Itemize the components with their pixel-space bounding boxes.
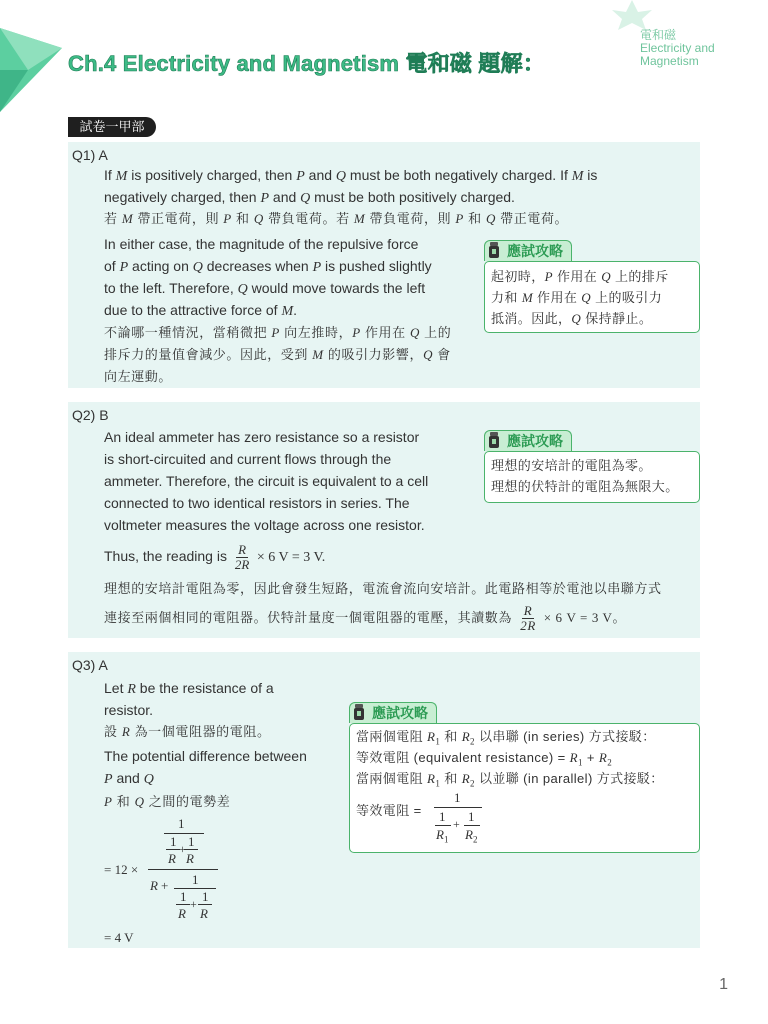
q1-heading: Q1) A	[72, 147, 108, 163]
q1-line-6: due to the attractive force of M.	[104, 302, 297, 319]
q3-tip-line-1: 當兩個電阻 $R_1$ 和 $R_2$ 以串聯 (in series) 方式接駁：	[356, 729, 656, 747]
eq-one: 1	[439, 809, 446, 824]
page-number: 1	[719, 976, 728, 993]
eq-r: R	[186, 851, 194, 866]
q1-zh-line-1: 若 M 帶正電荷，則 P 和 Q 帶負電荷。若 M 帶負電荷，則 P 和 Q 帶正電荷。	[104, 211, 569, 226]
eq-one: 1	[180, 889, 187, 904]
q2-zh-line-1: 理想的安培計電阻為零，因此會發生短路，電流會流向安培計。此電路相等於電池以串聯方式	[104, 581, 662, 596]
q3-tip-label: 應試攻略	[349, 702, 437, 723]
eq-one: 1	[454, 790, 461, 805]
eq-main-bar	[434, 807, 482, 808]
q2-line-3: ammeter. Therefore, the circuit is equivalent to a cell	[104, 473, 429, 489]
eq-r: R	[150, 878, 158, 893]
eq-r: R	[200, 906, 208, 921]
q3-line-3: The potential difference between	[104, 748, 307, 764]
q3-line-2: resistor.	[104, 702, 154, 718]
eq-plus: +	[453, 817, 460, 831]
q2-tip-line-2: 理想的伏特計的電阻為無限大。	[491, 479, 679, 494]
q2-line-2: is short-circuited and current flows through the	[104, 451, 392, 467]
eq-one: 1	[170, 834, 177, 849]
q3-line-4: P and Q	[104, 770, 154, 787]
exam-tip-icon	[487, 242, 501, 259]
q1-line-4: of P acting on Q decreases when P is pushed slightly	[104, 258, 432, 275]
eq-plus: +	[161, 878, 169, 893]
page-title: Ch.4 Electricity and Magnetism 電和磁 題解：	[68, 51, 546, 76]
eq-plus: +	[179, 842, 186, 856]
eq-one: 1	[178, 816, 185, 831]
q1-tip-box	[484, 261, 700, 333]
q3-tip-box	[349, 723, 700, 853]
q1-line-1: If M is positively charged, then P and Q must be both negatively charged. If M is	[104, 167, 598, 184]
eq-bar	[464, 825, 480, 826]
q2-tip-line-1: 理想的安培計的電阻為零。	[491, 458, 652, 473]
eq-bar	[198, 904, 212, 905]
section-badge: 試卷一甲部	[68, 117, 156, 137]
fraction: $\frac{R}{2R}$	[234, 541, 250, 572]
exam-tip-icon	[487, 432, 501, 449]
eq-bar	[184, 849, 198, 850]
q3-result: = 4 V	[104, 930, 134, 945]
q2-line-1: An ideal ammeter has zero resistance so a resistor	[104, 429, 420, 445]
q1-zh-line-4: 向左運動。	[104, 369, 173, 384]
eq-one: 1	[202, 889, 209, 904]
corner-decoration	[0, 0, 70, 115]
q2-line-5: voltmeter measures the voltage across one resistor.	[104, 517, 425, 533]
corner-title-en-1: Electricity and	[640, 41, 715, 55]
q1-line-5: to the left. Therefore, Q would move towards the left	[104, 280, 426, 297]
q3-zh-line-1: 設 R 為一個電阻器的電阻。	[104, 724, 271, 739]
q3-heading: Q3) A	[72, 657, 108, 673]
eq-r1: $R_1$	[436, 827, 449, 845]
star-decoration	[602, 0, 662, 30]
q2-reading-equation: Thus, the reading is $\frac{R}{2R}$ × 6 V = 3 V.	[104, 541, 326, 572]
eq-bar	[435, 825, 451, 826]
q1-tip-label: 應試攻略	[484, 240, 572, 261]
exam-tip-icon	[352, 704, 366, 721]
q2-line-4: connected to two identical resistors in series. The	[104, 495, 410, 511]
q3-tip-parallel-fraction	[434, 790, 484, 846]
q1-tip-line-3: 抵消。因此，Q 保持靜止。	[491, 311, 653, 326]
q3-zh-line-2: P 和 Q 之間的電勢差	[104, 794, 231, 809]
eq-one: 1	[468, 809, 475, 824]
eq-plus: +	[190, 897, 197, 911]
q2-heading: Q2) B	[72, 407, 109, 423]
q3-tip-line-2: 等效電阻 (equivalent resistance) = $R_1 + R_2$	[356, 750, 613, 768]
eq-main-bar	[148, 869, 218, 870]
eq-bar	[176, 904, 190, 905]
q1-tip-line-2: 力和 M 作用在 Q 上的吸引力	[491, 290, 663, 305]
q3-equation-prefix: = 12 ×	[104, 862, 139, 877]
q1-zh-line-3: 排斥力的量值會減少。因此，受到 M 的吸引力影響，Q 會	[104, 347, 451, 362]
q3-tip-line-3: 當兩個電阻 $R_1$ 和 $R_2$ 以並聯 (in parallel) 方式接駁：	[356, 771, 664, 789]
q3-tip-line-4: 等效電阻 =	[356, 803, 422, 818]
corner-title-zh: 電和磁	[640, 28, 677, 42]
q1-zh-line-2: 不論哪一種情況，當稍微把 P 向左推時，P 作用在 Q 上的	[104, 325, 452, 340]
fraction: $\frac{R}{2R}$	[520, 603, 536, 634]
q1-line-2: negatively charged, then P and Q must be both positively charged.	[104, 189, 515, 206]
eq-r: R	[178, 906, 186, 921]
q2-zh-line-2: 連接至兩個相同的電阻器。伏特計量度一個電阻器的電壓，其讀數為 $\frac{R}{2R}$ × 6 V = 3 V。	[104, 603, 627, 634]
eq-one: 1	[192, 872, 199, 887]
q3-line-1: Let R be the resistance of a	[104, 680, 274, 697]
q2-tip-box	[484, 451, 700, 503]
eq-bar	[166, 849, 180, 850]
q1-line-3: In either case, the magnitude of the repulsive force	[104, 236, 419, 252]
eq-one: 1	[188, 834, 195, 849]
q3-compound-fraction	[148, 816, 220, 922]
q2-tip-label: 應試攻略	[484, 430, 572, 451]
eq-r2: $R_2$	[465, 827, 478, 845]
eq-r: R	[168, 851, 176, 866]
corner-title-en-2: Magnetism	[640, 54, 699, 68]
q1-tip-line-1: 起初時，P 作用在 Q 上的排斥	[491, 269, 669, 284]
